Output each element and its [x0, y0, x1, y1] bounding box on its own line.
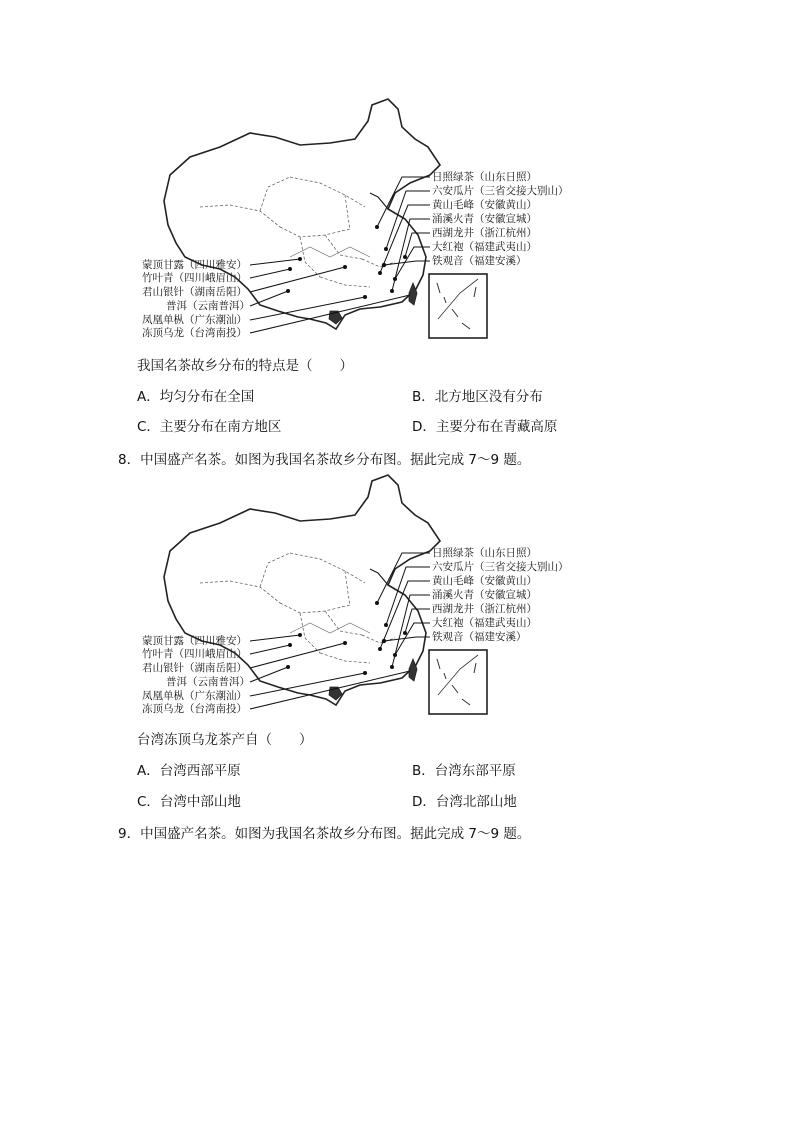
right-label-4: 涌溪火青（安徽宣城）	[432, 589, 537, 601]
q7-option-b[interactable]: B．北方地区没有分布	[412, 389, 543, 405]
tea-distribution-map-2	[140, 473, 590, 718]
q8-option-b[interactable]: B．台湾东部平原	[412, 763, 516, 779]
q8-option-d[interactable]: D．台湾北部山地	[412, 794, 517, 810]
right-label-7: 铁观音（福建安溪）	[432, 255, 527, 267]
left-label-1: 蒙顶甘露（四川雅安）	[142, 259, 247, 271]
q8-option-a[interactable]: A．台湾西部平原	[137, 763, 241, 779]
tea-distribution-map-1	[140, 97, 590, 342]
left-label-2: 竹叶青（四川峨眉山）	[142, 272, 247, 284]
right-label-1: 日照绿茶（山东日照）	[432, 547, 537, 559]
right-label-2: 六安瓜片（三省交接大别山）	[432, 561, 569, 573]
left-label-4: 普洱（云南普洱）	[166, 300, 250, 312]
q8-header: 8．中国盛产名茶。如图为我国名茶故乡分布图。据此完成 7～9 题。	[118, 452, 531, 468]
right-label-4: 涌溪火青（安徽宣城）	[432, 213, 537, 225]
left-label-3: 君山银针（湖南岳阳）	[142, 662, 247, 674]
china-map-figure	[140, 97, 590, 342]
left-label-6: 冻顶乌龙（台湾南投）	[142, 703, 247, 715]
q8-option-c[interactable]: C．台湾中部山地	[137, 794, 241, 810]
right-label-3: 黄山毛峰（安徽黄山）	[432, 575, 537, 587]
q7-option-c[interactable]: C．主要分布在南方地区	[137, 419, 282, 435]
q7-stem: 我国名茶故乡分布的特点是（ ）	[137, 358, 353, 374]
right-label-7: 铁观音（福建安溪）	[432, 631, 527, 643]
q9-header: 9．中国盛产名茶。如图为我国名茶故乡分布图。据此完成 7～9 题。	[118, 826, 531, 842]
left-label-3: 君山银针（湖南岳阳）	[142, 286, 247, 298]
right-label-3: 黄山毛峰（安徽黄山）	[432, 199, 537, 211]
right-label-6: 大红袍（福建武夷山）	[432, 241, 537, 253]
left-label-2: 竹叶青（四川峨眉山）	[142, 648, 247, 660]
left-label-5: 凤凰单枞（广东潮汕）	[142, 690, 247, 702]
left-label-1: 蒙顶甘露（四川雅安）	[142, 635, 247, 647]
china-map-figure	[140, 473, 590, 718]
q7-option-d[interactable]: D．主要分布在青藏高原	[412, 419, 558, 435]
q8-stem: 台湾冻顶乌龙茶产自（ ）	[137, 732, 313, 748]
left-label-5: 凤凰单枞（广东潮汕）	[142, 314, 247, 326]
q7-option-a[interactable]: A．均匀分布在全国	[137, 389, 255, 405]
right-label-2: 六安瓜片（三省交接大别山）	[432, 185, 569, 197]
left-label-4: 普洱（云南普洱）	[166, 676, 250, 688]
right-label-5: 西湖龙井（浙江杭州）	[432, 603, 537, 615]
right-label-6: 大红袍（福建武夷山）	[432, 617, 537, 629]
left-label-6: 冻顶乌龙（台湾南投）	[142, 327, 247, 339]
right-label-1: 日照绿茶（山东日照）	[432, 171, 537, 183]
right-label-5: 西湖龙井（浙江杭州）	[432, 227, 537, 239]
